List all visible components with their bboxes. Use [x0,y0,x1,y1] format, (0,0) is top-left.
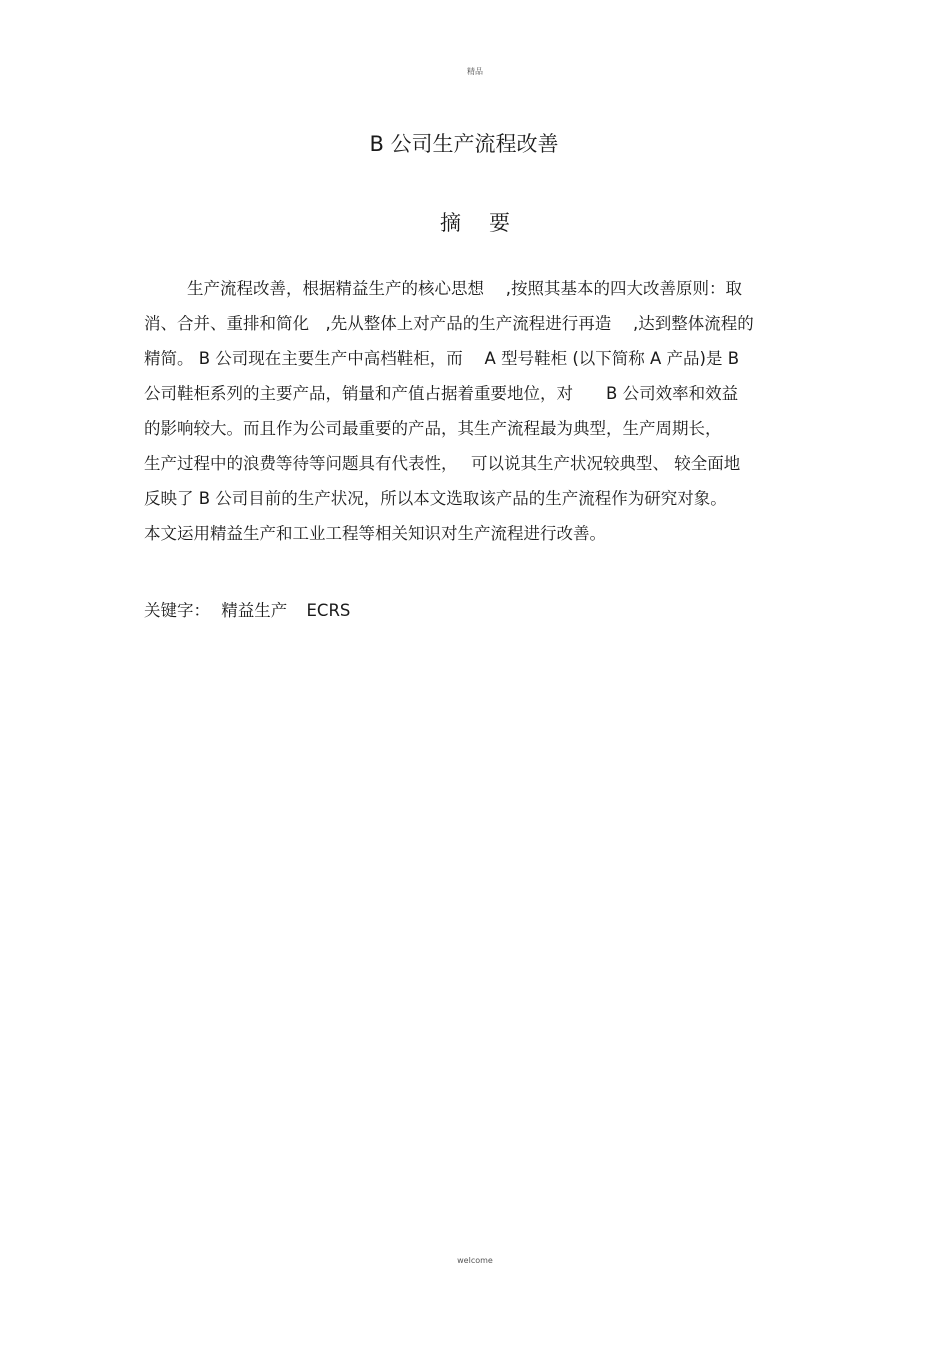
page-header-mark: 精品 [467,67,483,76]
keyword-item: 精益生产 [221,601,288,620]
abstract-body [144,274,806,554]
keywords-line [144,596,364,626]
keyword-item: ECRS [306,601,351,620]
abstract-line: 精简。 B 公司现在主要生产中高档鞋柜，而 A 型号鞋柜 (以下简称 A 产品)是 B [144,349,740,368]
abstract-line: 消、合并、重排和简化 ,先从整体上对产品的生产流程进行再造 ,达到整体流程的 [144,314,754,333]
abstract-line: 生产过程中的浪费等待等问题具有代表性， 可以说其生产状况较典型、 较全面地 [144,454,741,473]
abstract-heading: 摘要 [440,211,538,235]
abstract-line: 反映了 B 公司目前的生产状况，所以本文选取该产品的生产流程作为研究对象。 [144,489,727,508]
abstract-line: 公司鞋柜系列的主要产品，销量和产值占据着重要地位，对 B 公司效率和效益 [144,384,739,403]
abstract-line: 的影响较大。而且作为公司最重要的产品，其生产流程最为典型，生产周期长， [144,419,722,438]
keywords-label: 关键字： [144,601,210,620]
document-title: B 公司生产流程改善 [369,132,559,156]
abstract-line: 生产流程改善，根据精益生产的核心思想 ,按照其基本的四大改善原则：取 [187,279,742,298]
page-footer-mark: welcome [457,1256,493,1265]
abstract-line: 本文运用精益生产和工业工程等相关知识对生产流程进行改善。 [144,524,606,543]
